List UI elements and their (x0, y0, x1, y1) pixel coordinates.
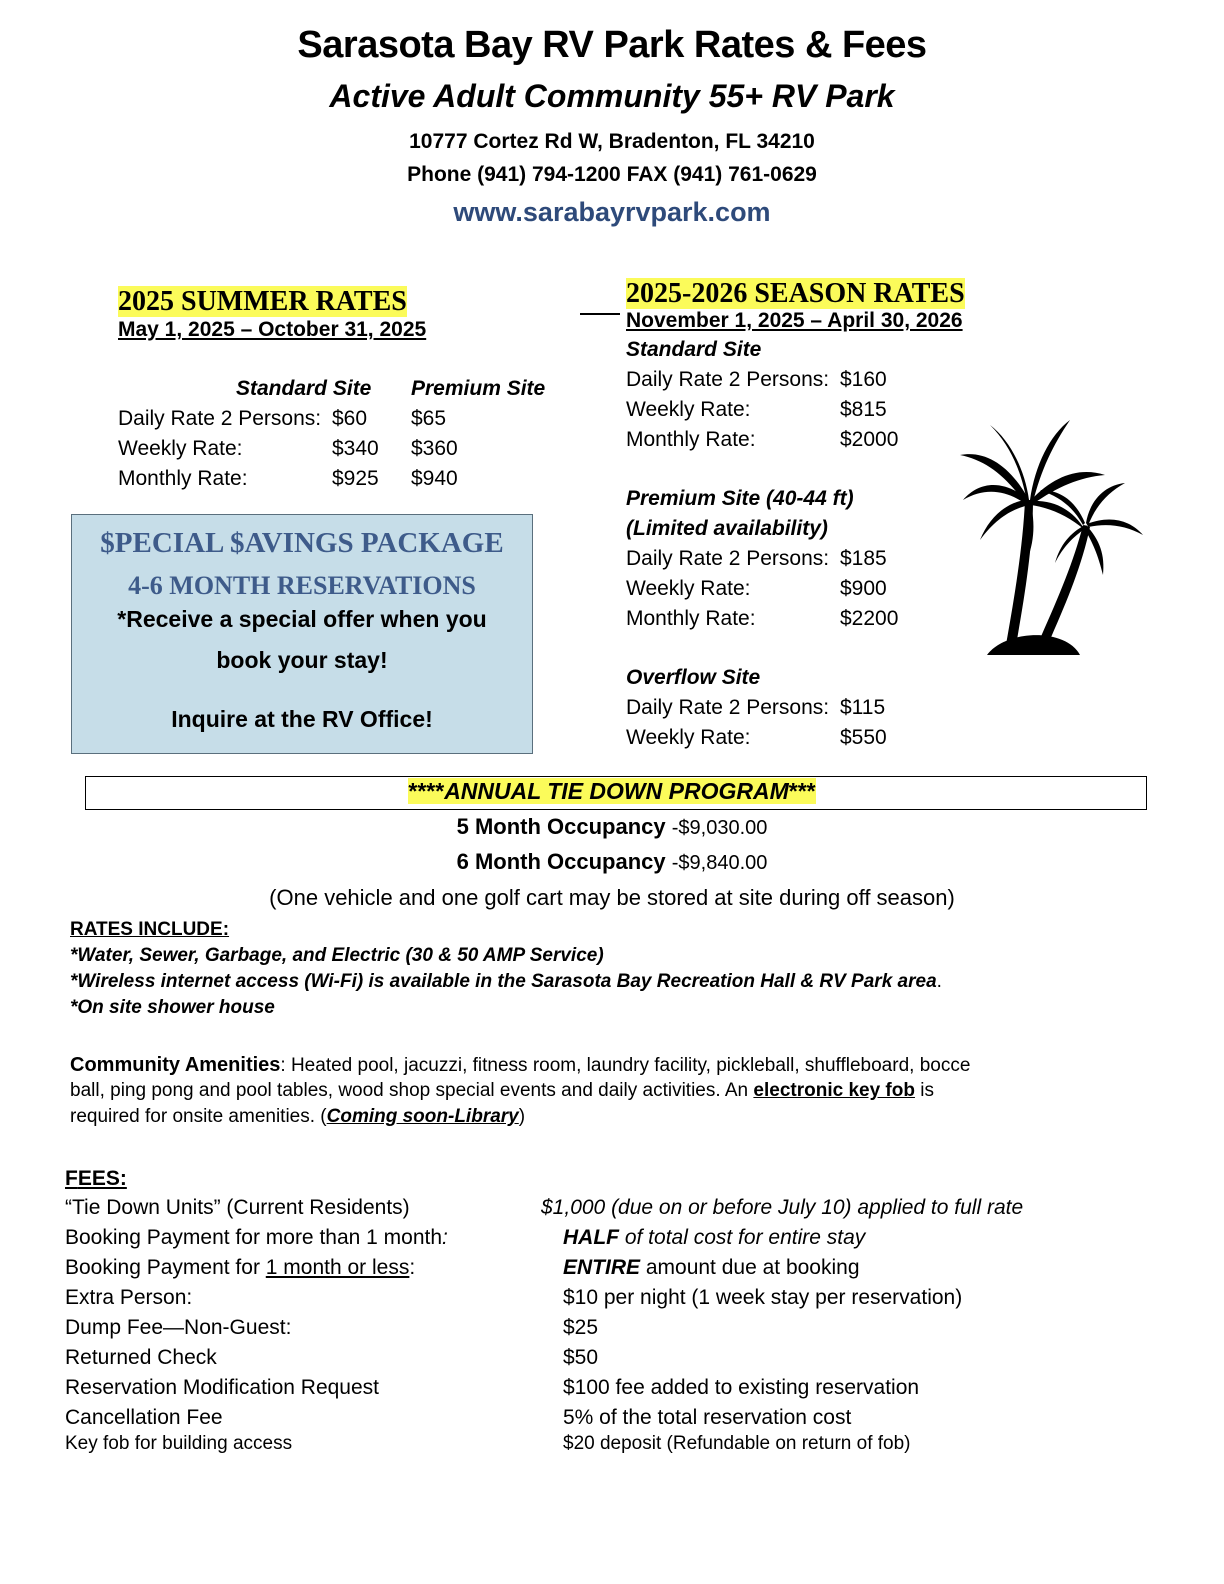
summer-row-label: Weekly Rate: (118, 437, 243, 460)
season-row-value: $160 (840, 368, 887, 391)
fee-label: Key fob for building access (65, 1433, 293, 1454)
season-row-label: Daily Rate 2 Persons: (626, 368, 830, 391)
fee-label: “Tie Down Units” (Current Residents) (65, 1196, 410, 1219)
page-subtitle: Active Adult Community 55+ RV Park (329, 78, 895, 114)
page-title: Sarasota Bay RV Park Rates & Fees (297, 24, 927, 66)
fee-value: 5% of the total reservation cost (563, 1406, 852, 1429)
fee-label: Dump Fee—Non-Guest: (65, 1316, 292, 1339)
summer-row-label: Monthly Rate: (118, 467, 248, 490)
summer-row-standard: $925 (332, 467, 379, 490)
tie-down-note: (One vehicle and one golf cart may be stored at site during off season) (269, 885, 955, 910)
fee-label: Booking Payment for more than 1 month: (65, 1226, 448, 1249)
palm-tree-icon (955, 405, 1145, 660)
amenities-line: required for onsite amenities. (Coming soon-Library) (70, 1106, 526, 1127)
fee-label: Reservation Modification Request (65, 1376, 379, 1399)
season-row-label: Daily Rate 2 Persons: (626, 547, 830, 570)
rates-include-line: *Water, Sewer, Garbage, and Electric (30 & 50 AMP Service) (70, 945, 604, 966)
season-row-label: Weekly Rate: (626, 398, 751, 421)
rates-include-line: *Wireless internet access (Wi-Fi) is available in the Sarasota Bay Recreation Hall & RV Park area. (70, 971, 942, 992)
amenities-line: ball, ping pong and pool tables, wood shop special events and daily activities. An electronic key fob is (70, 1080, 934, 1101)
fee-value: $20 deposit (Refundable on return of fob) (563, 1433, 911, 1454)
season-row-value: $2200 (840, 607, 899, 630)
summer-dates: May 1, 2025 – October 31, 2025 (118, 318, 427, 341)
fees-heading: FEES: (65, 1167, 127, 1190)
summer-col-premium: Premium Site (411, 377, 546, 400)
savings-offer-line: *Receive a special offer when you (117, 606, 487, 632)
summer-row-premium: $360 (411, 437, 458, 460)
fee-value: $100 fee added to existing reservation (563, 1376, 920, 1399)
tie-down-heading: ****ANNUAL TIE DOWN PROGRAM*** (408, 778, 816, 804)
season-standard-heading: Standard Site (626, 338, 762, 361)
special-savings-box (71, 514, 533, 754)
summer-row-label: Daily Rate 2 Persons: (118, 407, 322, 430)
summer-row-premium: $65 (411, 407, 447, 430)
fee-value: $10 per night (1 week stay per reservation) (563, 1286, 963, 1309)
summer-row-premium: $940 (411, 467, 458, 490)
season-row-label: Weekly Rate: (626, 577, 751, 600)
fee-value: HALF of total cost for entire stay (563, 1226, 866, 1249)
occupancy-6-month: 6 Month Occupancy -$9,840.00 (456, 849, 768, 874)
season-row-value: $2000 (840, 428, 899, 451)
summer-row-standard: $60 (332, 407, 368, 430)
summer-row-standard: $340 (332, 437, 379, 460)
fee-value: $50 (563, 1346, 599, 1369)
season-premium-heading: Premium Site (40-44 ft) (626, 487, 854, 510)
season-row-label: Weekly Rate: (626, 726, 751, 749)
season-row-value: $815 (840, 398, 887, 421)
season-row-value: $185 (840, 547, 887, 570)
season-row-value: $900 (840, 577, 887, 600)
savings-inquire: Inquire at the RV Office! (171, 706, 433, 732)
season-row-value: $115 (840, 696, 886, 719)
savings-title: $PECIAL $AVINGS PACKAGE (100, 527, 504, 559)
season-row-label: Monthly Rate: (626, 607, 756, 630)
fee-label: Booking Payment for 1 month or less: (65, 1256, 416, 1279)
season-premium-note: (Limited availability) (626, 517, 828, 540)
fee-value: $1,000 (due on or before July 10) applied to full rate (541, 1196, 1024, 1219)
electronic-key-fob-text: electronic key fob (753, 1080, 915, 1101)
divider-dash (580, 313, 620, 315)
season-row-label: Daily Rate 2 Persons: (626, 696, 830, 719)
fee-value: ENTIRE amount due at booking (563, 1256, 860, 1279)
fee-label: Cancellation Fee (65, 1406, 223, 1429)
savings-subtitle: 4-6 MONTH RESERVATIONS (128, 571, 476, 600)
fee-label: Extra Person: (65, 1286, 193, 1309)
season-dates: November 1, 2025 – April 30, 2026 (626, 309, 963, 332)
rates-include-line: *On site shower house (70, 997, 275, 1018)
occupancy-5-month: 5 Month Occupancy -$9,030.00 (456, 814, 768, 839)
amenities-line: Community Amenities: Heated pool, jacuzzi, fitness room, laundry facility, pickleball, shuffleboard, bocce (70, 1054, 971, 1076)
savings-offer-line: book your stay! (216, 647, 388, 673)
season-row-label: Monthly Rate: (626, 428, 756, 451)
fee-label: Returned Check (65, 1346, 217, 1369)
season-rates-heading: 2025-2026 SEASON RATES (626, 278, 965, 309)
rates-include-heading: RATES INCLUDE: (70, 919, 230, 940)
summer-rates-heading: 2025 SUMMER RATES (118, 286, 407, 317)
season-row-value: $550 (840, 726, 887, 749)
summer-col-standard: Standard Site (236, 377, 372, 400)
coming-soon-library-text: Coming soon-Library (326, 1106, 519, 1127)
fee-value: $25 (563, 1316, 599, 1339)
season-overflow-heading: Overflow Site (626, 666, 761, 689)
park-phone: Phone (941) 794-1200 FAX (941) 761-0629 (407, 163, 817, 186)
park-address: 10777 Cortez Rd W, Bradenton, FL 34210 (409, 130, 815, 153)
park-website-link[interactable]: www.sarabayrvpark.com (453, 197, 771, 227)
